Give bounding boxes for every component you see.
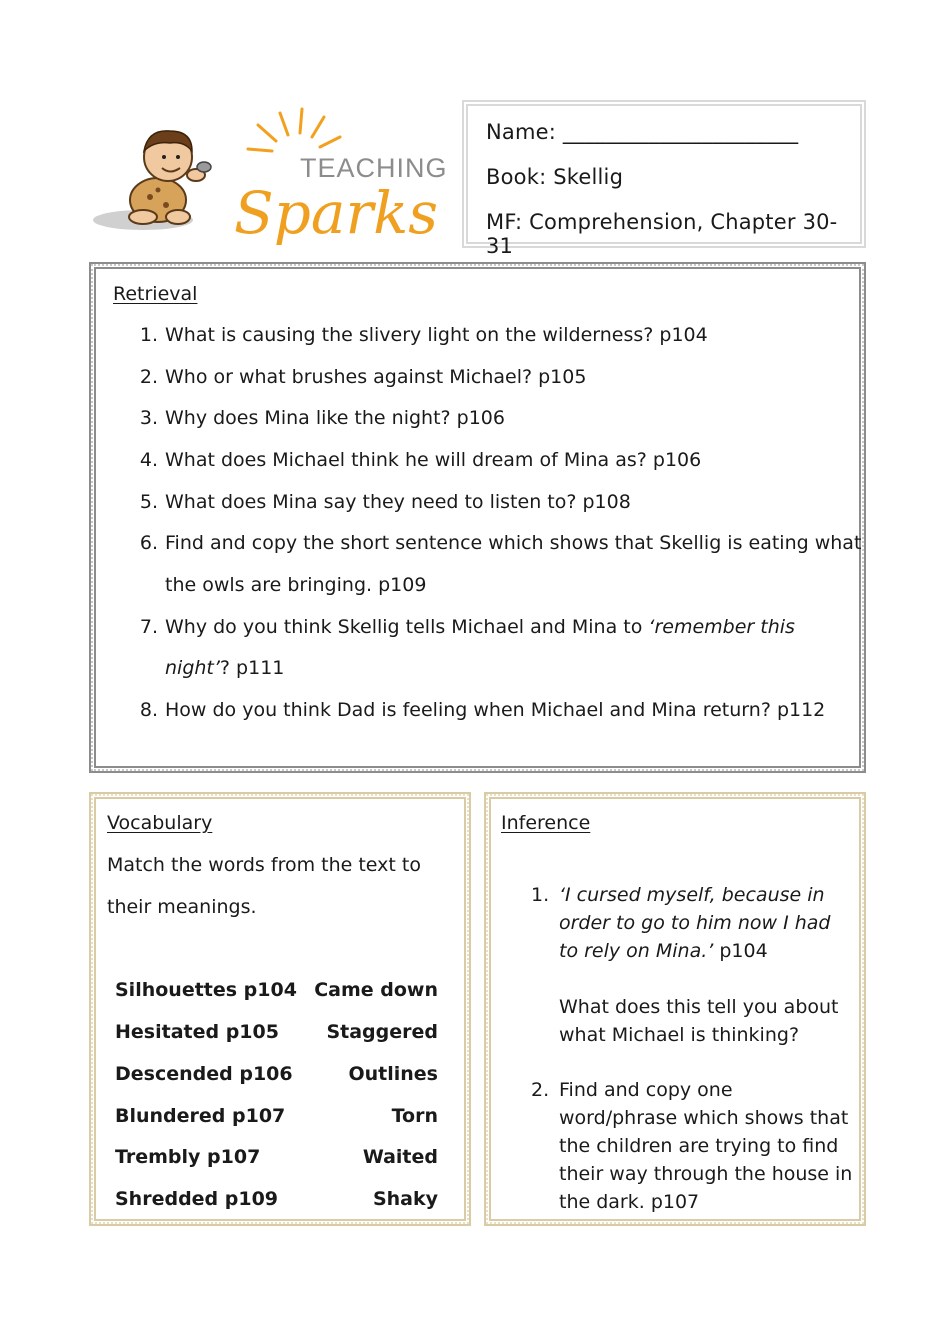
question-text: What is causing the slivery light on the wilderness? p104: [165, 324, 708, 346]
vocab-meaning: Waited: [362, 1146, 438, 1168]
question-text: Who or what brushes against Michael? p105: [165, 366, 587, 388]
vocabulary-instruction-line2: their meanings.: [107, 896, 257, 918]
question-number: 8.: [139, 699, 158, 721]
question-text-plain: Why do you think Skellig tells Michael and Mina to: [165, 616, 649, 638]
question-quote: ‘remember this: [648, 616, 795, 638]
prompt-line: what Michael is thinking?: [559, 1024, 800, 1046]
vocabulary-title: Vocabulary: [107, 812, 213, 834]
question-line: word/phrase which shows that: [559, 1107, 849, 1129]
focus-label: MF: Comprehension, Chapter 30-31: [486, 210, 838, 258]
retrieval-section: [89, 262, 866, 773]
question-page-ref: ? p111: [219, 657, 285, 679]
quote-line: ‘I cursed myself, because in: [559, 884, 825, 906]
question-number: 1.: [531, 884, 550, 906]
question-number: 5.: [139, 491, 158, 513]
logo-word-teaching: TEACHING: [300, 153, 448, 183]
question-text: What does Michael think he will dream of Mina as? p106: [165, 449, 702, 471]
name-field-label[interactable]: Name: ______________________: [486, 120, 799, 144]
vocab-word: Blundered p107: [115, 1105, 286, 1127]
vocab-meaning: Outlines: [348, 1063, 438, 1085]
inference-section: [484, 792, 866, 1226]
student-info-box: [462, 100, 866, 258]
quote-line: order to go to him now I had: [559, 912, 831, 934]
question-number: 1.: [139, 324, 158, 346]
quote-text: to rely on Mina.’: [559, 940, 714, 962]
question-number: 3.: [139, 407, 158, 429]
vocabulary-instruction-line1: Match the words from the text to: [107, 854, 421, 876]
question-text: Why does Mina like the night? p106: [165, 407, 505, 429]
question-text-line1: [165, 616, 795, 638]
vocab-word: Shredded p109: [115, 1188, 279, 1210]
quote-line: [559, 937, 768, 965]
vocab-word: Silhouettes p104: [115, 979, 297, 1001]
caveman-mascot-icon: [88, 105, 448, 245]
vocab-word: Hesitated p105: [115, 1021, 279, 1043]
inference-title: Inference: [501, 812, 591, 834]
question-text-line1: Find and copy the short sentence which shows that Skellig is eating what: [165, 532, 862, 554]
vocab-meaning: Came down: [314, 979, 438, 1001]
vocab-meaning: Staggered: [326, 1021, 438, 1043]
question-line: Find and copy one: [559, 1079, 733, 1101]
question-number: 4.: [139, 449, 158, 471]
vocabulary-section: [89, 792, 471, 1226]
question-line: the children are trying to find: [559, 1135, 839, 1157]
vocab-word: Descended p106: [115, 1063, 293, 1085]
question-text: What does Mina say they need to listen to? p108: [165, 491, 631, 513]
book-label: Book: Skellig: [486, 165, 624, 189]
question-text: How do you think Dad is feeling when Michael and Mina return? p112: [165, 699, 826, 721]
vocab-meaning: Shaky: [372, 1188, 438, 1210]
prompt-line: What does this tell you about: [559, 996, 839, 1018]
question-number: 2.: [139, 366, 158, 388]
question-line: their way through the house in: [559, 1163, 853, 1185]
question-text-line2: [165, 657, 284, 679]
teaching-sparks-logo: [88, 105, 448, 245]
retrieval-title: Retrieval: [113, 283, 198, 305]
question-line: the dark. p107: [559, 1191, 700, 1213]
question-number: 6.: [139, 532, 158, 554]
question-number: 2.: [531, 1079, 550, 1101]
question-quote: night’: [165, 657, 220, 679]
vocab-word: Trembly p107: [115, 1146, 261, 1168]
question-text-line2: the owls are bringing. p109: [165, 574, 427, 596]
vocab-meaning: Torn: [391, 1105, 438, 1127]
logo-word-sparks: Sparks: [234, 179, 439, 245]
page-ref: p104: [713, 940, 768, 962]
question-number: 7.: [139, 616, 158, 638]
